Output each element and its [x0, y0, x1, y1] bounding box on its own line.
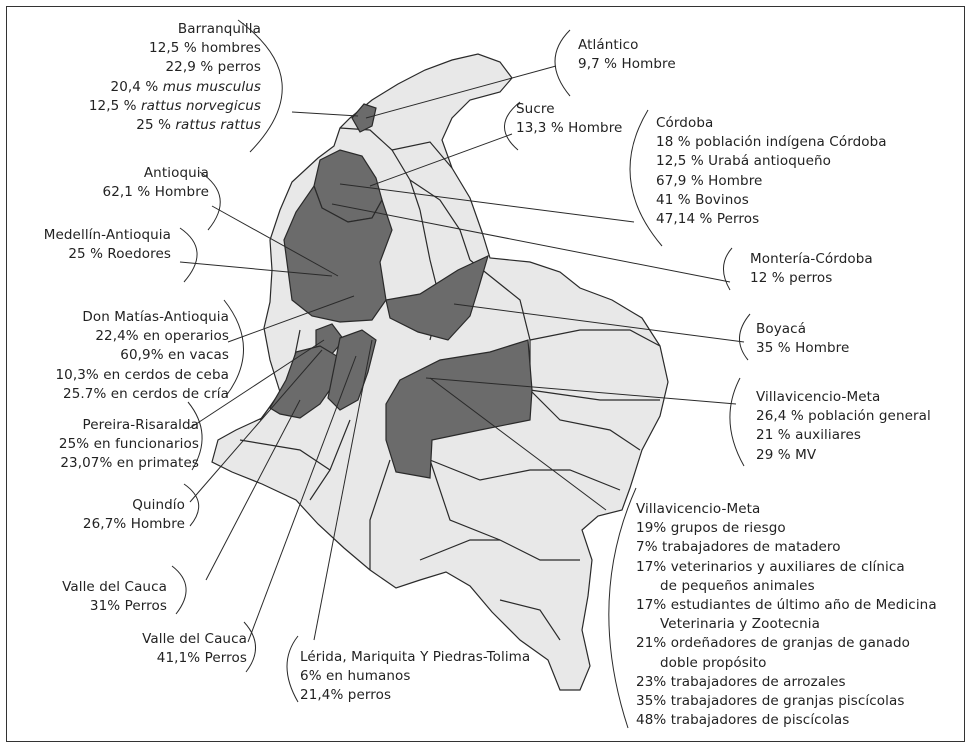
label-valle-1 [62, 578, 167, 616]
label-line: 21% ordeñadores de granjas de ganado [636, 635, 911, 652]
label-valle-2 [142, 630, 247, 668]
label-line: 23% trabajadores de arrozales [636, 673, 846, 690]
label-line: 35% trabajadores de granjas piscícolas [636, 693, 905, 710]
species: rattus rattus [175, 117, 261, 134]
label-line: 67,9 % Hombre [656, 172, 763, 189]
label-line: 9,7 % Hombre [578, 56, 676, 73]
label-line [89, 97, 261, 116]
label-line: 12 % perros [750, 270, 833, 287]
label-title: Antioquia [143, 165, 209, 181]
label-line: 17% veterinarios y auxiliares de clínica [636, 558, 905, 575]
label-title: Córdoba [656, 115, 714, 131]
label-title: Pereira-Risaralda [82, 417, 199, 433]
label-atlantico [578, 36, 676, 74]
species: rattus norvegicus [141, 97, 261, 114]
label-line: 47,14 % Perros [656, 211, 760, 228]
label-line: doble propósito [660, 654, 767, 671]
label-line: Veterinaria y Zootecnia [660, 616, 821, 633]
label-line: 26,4 % población general [756, 408, 931, 425]
label-title: Boyacá [756, 321, 807, 337]
label-don-matias [55, 308, 229, 404]
label-title: Sucre [516, 101, 555, 117]
label-title: Don Matías-Antioquia [82, 309, 229, 325]
label-line: 41,1% Perros [156, 650, 247, 667]
label-title: Lérida, Mariquita Y Piedras-Tolima [300, 649, 531, 665]
label-line: 21 % auxiliares [756, 427, 862, 444]
label-line: 19% grupos de riesgo [636, 520, 786, 537]
label-villavicencio-1 [756, 388, 931, 465]
bracket-lerida [287, 636, 298, 702]
label-title: Valle del Cauca [142, 631, 247, 647]
label-line: 12,5 % hombres [149, 40, 261, 57]
label-title: Montería-Córdoba [750, 251, 873, 267]
label-line: 62,1 % Hombre [102, 184, 209, 201]
label-line [89, 78, 261, 97]
bracket-medellin [180, 228, 197, 282]
label-line: 26,7% Hombre [82, 516, 185, 533]
label-line: 29 % MV [756, 446, 817, 463]
label-antioquia [103, 164, 209, 202]
label-boyaca [756, 320, 849, 358]
bracket-quindio [184, 484, 199, 526]
label-lerida [300, 648, 530, 706]
label-line: 31% Perros [89, 598, 167, 615]
label-pereira [59, 416, 199, 474]
label-title: Quindío [132, 497, 185, 513]
label-line: 41 % Bovinos [656, 191, 749, 208]
label-line: 17% estudiantes de último año de Medicina [636, 597, 937, 614]
label-medellin [44, 226, 171, 264]
label-line [89, 116, 261, 135]
bracket-monteria [723, 248, 732, 290]
bracket-boyaca [739, 314, 750, 360]
label-title: Villavicencio-Meta [756, 389, 881, 405]
label-cordoba [656, 114, 887, 229]
label-title: Valle del Cauca [62, 579, 167, 595]
label-line: 22,4% en operarios [95, 328, 229, 345]
label-line: 7% trabajadores de matadero [636, 539, 841, 556]
label-line: 23,07% en primates [60, 455, 199, 472]
label-monteria [750, 250, 873, 288]
label-line: 13,3 % Hombre [516, 120, 623, 137]
species: mus musculus [162, 78, 261, 95]
bracket-villavicencio1 [730, 378, 744, 466]
label-villavicencio-2 [636, 500, 937, 730]
label-sucre [516, 100, 622, 138]
leader-barranquilla [292, 112, 358, 116]
label-line: 21,4% perros [300, 687, 392, 704]
label-line: 48% trabajadores de piscícolas [636, 712, 850, 729]
label-title: Villavicencio-Meta [636, 501, 761, 517]
value: 20,4 % [110, 78, 159, 95]
label-title: Medellín-Antioquia [43, 227, 171, 243]
label-barranquilla [89, 20, 261, 135]
label-line: 35 % Hombre [756, 340, 850, 357]
label-title: Atlántico [578, 37, 639, 53]
bracket-valle1 [172, 566, 186, 614]
label-line: 10,3% en cerdos de ceba [55, 366, 229, 383]
label-line: 12,5 % Urabá antioqueño [656, 153, 831, 170]
value: 25 % [136, 117, 171, 134]
label-line: 18 % población indígena Córdoba [656, 134, 887, 151]
label-line: 25 % Roedores [68, 246, 171, 263]
label-line: 22,9 % perros [165, 59, 261, 76]
label-line: de pequeños animales [660, 577, 815, 594]
bracket-villavicencio2 [609, 488, 636, 728]
bracket-atlantico [555, 30, 570, 96]
label-quindio [83, 496, 185, 534]
value: 12,5 % [88, 97, 137, 114]
label-title: Barranquilla [177, 21, 261, 37]
label-line: 6% en humanos [300, 668, 411, 685]
label-line: 60,9% en vacas [120, 347, 229, 364]
label-line: 25.7% en cerdos de cría [63, 385, 229, 402]
label-line: 25% en funcionarios [58, 436, 199, 453]
